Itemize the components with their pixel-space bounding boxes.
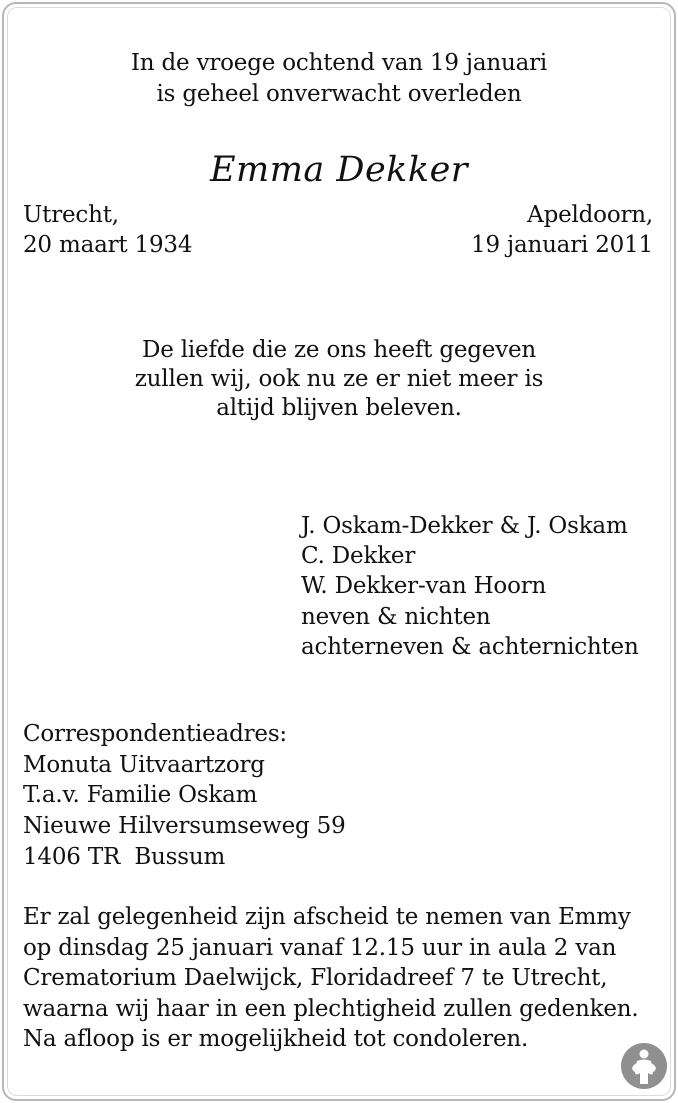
family-line-3: W. Dekker-van Hoorn <box>301 573 547 599</box>
correspondence-line-3: Nieuwe Hilversumseweg 59 <box>23 813 346 839</box>
poem-line-3: altijd blijven beleven. <box>216 395 462 421</box>
ceremony-line-4: waarna wij haar in een plechtigheid zullen gedenken. <box>23 996 639 1022</box>
correspondence-line-4: 1406 TR Bussum <box>23 844 226 870</box>
death-place: Apeldoorn, <box>527 202 653 228</box>
correspondence-line-2: T.a.v. Familie Oskam <box>23 782 258 808</box>
family-line-2: C. Dekker <box>301 543 416 569</box>
correspondence-line-1: Monuta Uitvaartzorg <box>23 752 265 778</box>
ceremony-line-2: op dinsdag 25 januari vanaf 12.15 uur in aula 2 van <box>23 935 617 961</box>
intro-line-1: In de vroege ochtend van 19 januari <box>130 50 548 76</box>
birth-place: Utrecht, <box>23 202 119 228</box>
ceremony-line-3: Crematorium Daelwijck, Floridadreef 7 te Utrecht, <box>23 965 608 991</box>
intro-line-2: is geheel onverwacht overleden <box>156 81 522 107</box>
ceremony-line-5: Na afloop is er mogelijkheid tot condoleren. <box>23 1026 529 1052</box>
correspondence-heading: Correspondentieadres: <box>23 721 287 747</box>
memorial-figure-icon <box>620 1042 668 1090</box>
death-date: 19 januari 2011 <box>471 232 653 258</box>
birth-date: 20 maart 1934 <box>23 232 193 258</box>
poem-line-1: De liefde die ze ons heeft gegeven <box>141 337 537 363</box>
family-line-4: neven & nichten <box>301 604 491 630</box>
deceased-name: Emma Dekker <box>209 150 469 190</box>
ceremony-line-1: Er zal gelegenheid zijn afscheid te nemen van Emmy <box>23 904 631 930</box>
poem-line-2: zullen wij, ook nu ze er niet meer is <box>134 366 544 392</box>
family-line-5: achterneven & achternichten <box>301 634 639 660</box>
family-line-1: J. Oskam-Dekker & J. Oskam <box>301 513 628 539</box>
